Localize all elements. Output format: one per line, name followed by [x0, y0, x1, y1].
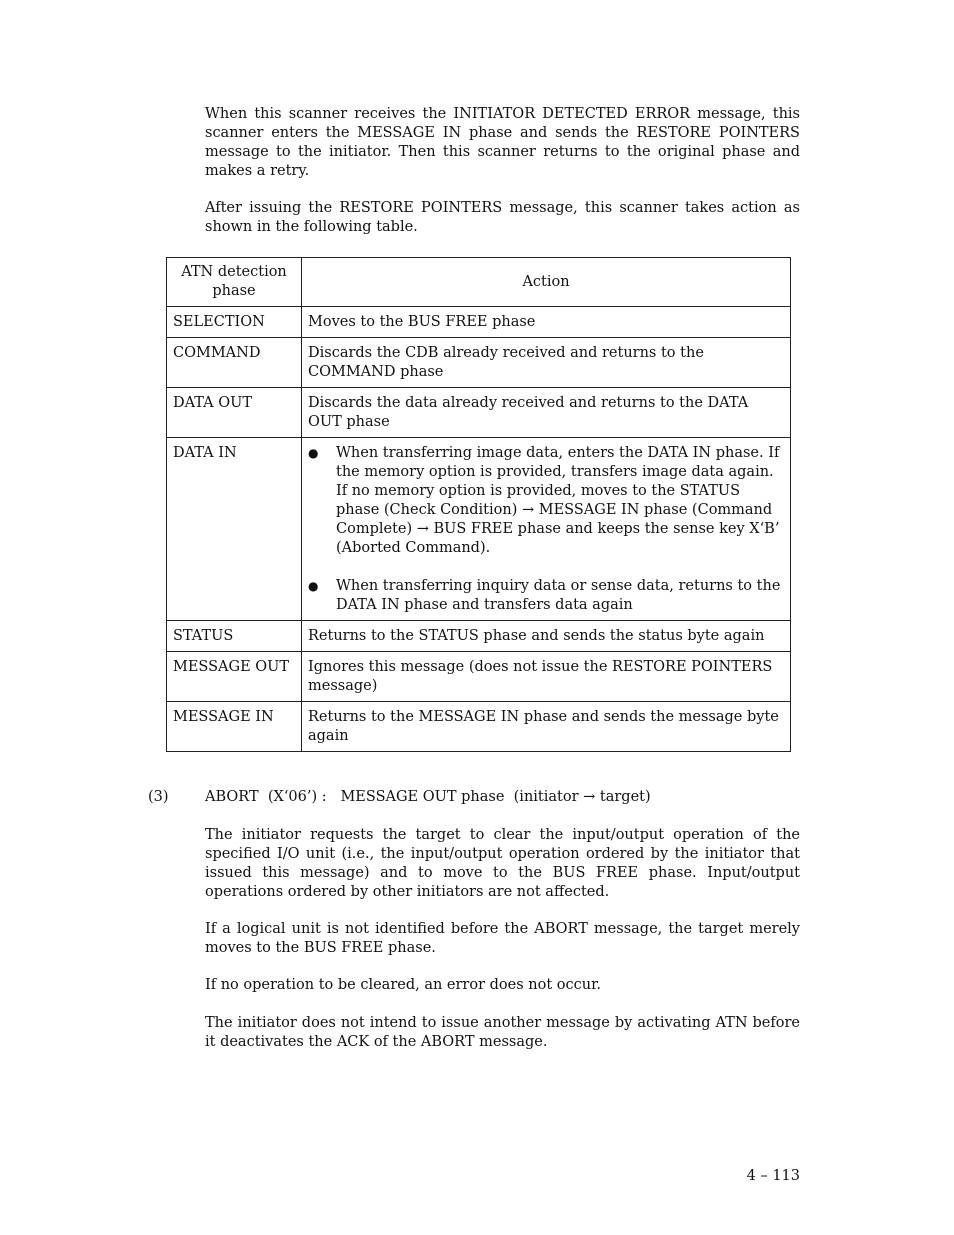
phase-cell: STATUS	[167, 621, 302, 652]
phase-cell: SELECTION	[167, 307, 302, 338]
action-cell	[302, 438, 791, 621]
table-row	[167, 621, 791, 652]
action-cell: Ignores this message (does not issue the RESTORE POINTERS message)	[302, 652, 791, 702]
bullet-text: When transferring inquiry data or sense data, returns to the DATA IN phase and transfers data again	[336, 578, 781, 613]
action-cell: Returns to the STATUS phase and sends the status byte again	[302, 621, 791, 652]
action-cell: Returns to the MESSAGE IN phase and sends the message byte again	[302, 702, 791, 752]
table-row	[167, 652, 791, 702]
intro-paragraph-1: When this scanner receives the INITIATOR DETECTED ERROR message, this scanner enters the MESSAGE IN phase and sends the RESTORE POINTERS message to the initiator. Then this scanner returns to the original phase and makes a retry.	[205, 106, 800, 179]
atn-action-table	[166, 257, 791, 752]
section-heading: ABORT (X‘06’) : MESSAGE OUT phase (initiator → target)	[205, 789, 651, 805]
section-paragraph-3: If no operation to be cleared, an error does not occur.	[205, 977, 602, 993]
bullet-item	[308, 577, 784, 615]
table-row	[167, 388, 791, 438]
section-number: (3)	[148, 789, 169, 805]
phase-cell: DATA IN	[167, 438, 302, 621]
bullet-item	[308, 444, 784, 558]
section-paragraph-2: If a logical unit is not identified before the ABORT message, the target merely moves to the BUS FREE phase.	[205, 921, 800, 956]
phase-cell: MESSAGE IN	[167, 702, 302, 752]
action-cell: Discards the data already received and returns to the DATA OUT phase	[302, 388, 791, 438]
header-atn-detection-phase: ATN detection phase	[167, 258, 302, 307]
action-cell: Moves to the BUS FREE phase	[302, 307, 791, 338]
page-number: 4 – 113	[746, 1168, 800, 1184]
phase-cell: MESSAGE OUT	[167, 652, 302, 702]
section-paragraph-1: The initiator requests the target to clear the input/output operation of the specified I/O unit (i.e., the input/output operation ordered by the initiator that issued this message) and to move to the BUS FREE phase. Input/output operations ordered by other initiators are not affected.	[205, 827, 800, 900]
bullet-icon: ●	[308, 446, 319, 460]
table-row	[167, 338, 791, 388]
table-row	[167, 307, 791, 338]
bullet-icon: ●	[308, 579, 319, 593]
table-row	[167, 702, 791, 752]
phase-cell: COMMAND	[167, 338, 302, 388]
phase-cell: DATA OUT	[167, 388, 302, 438]
intro-paragraph-2: After issuing the RESTORE POINTERS message, this scanner takes action as shown in the following table.	[205, 200, 800, 235]
section-paragraph-4: The initiator does not intend to issue another message by activating ATN before it deactivates the ACK of the ABORT message.	[205, 1015, 800, 1050]
header-action: Action	[302, 258, 791, 307]
table-row	[167, 438, 791, 621]
bullet-text: When transferring image data, enters the DATA IN phase. If the memory option is provided, transfers image data again. If no memory option is provided, moves to the STATUS phase (Check Condition) → MESSAGE IN phase (Command Complete) → BUS FREE phase and keeps the sense key X‘B’ (Aborted Command).	[336, 445, 780, 556]
action-cell: Discards the CDB already received and returns to the COMMAND phase	[302, 338, 791, 388]
table-header-row	[167, 258, 791, 307]
